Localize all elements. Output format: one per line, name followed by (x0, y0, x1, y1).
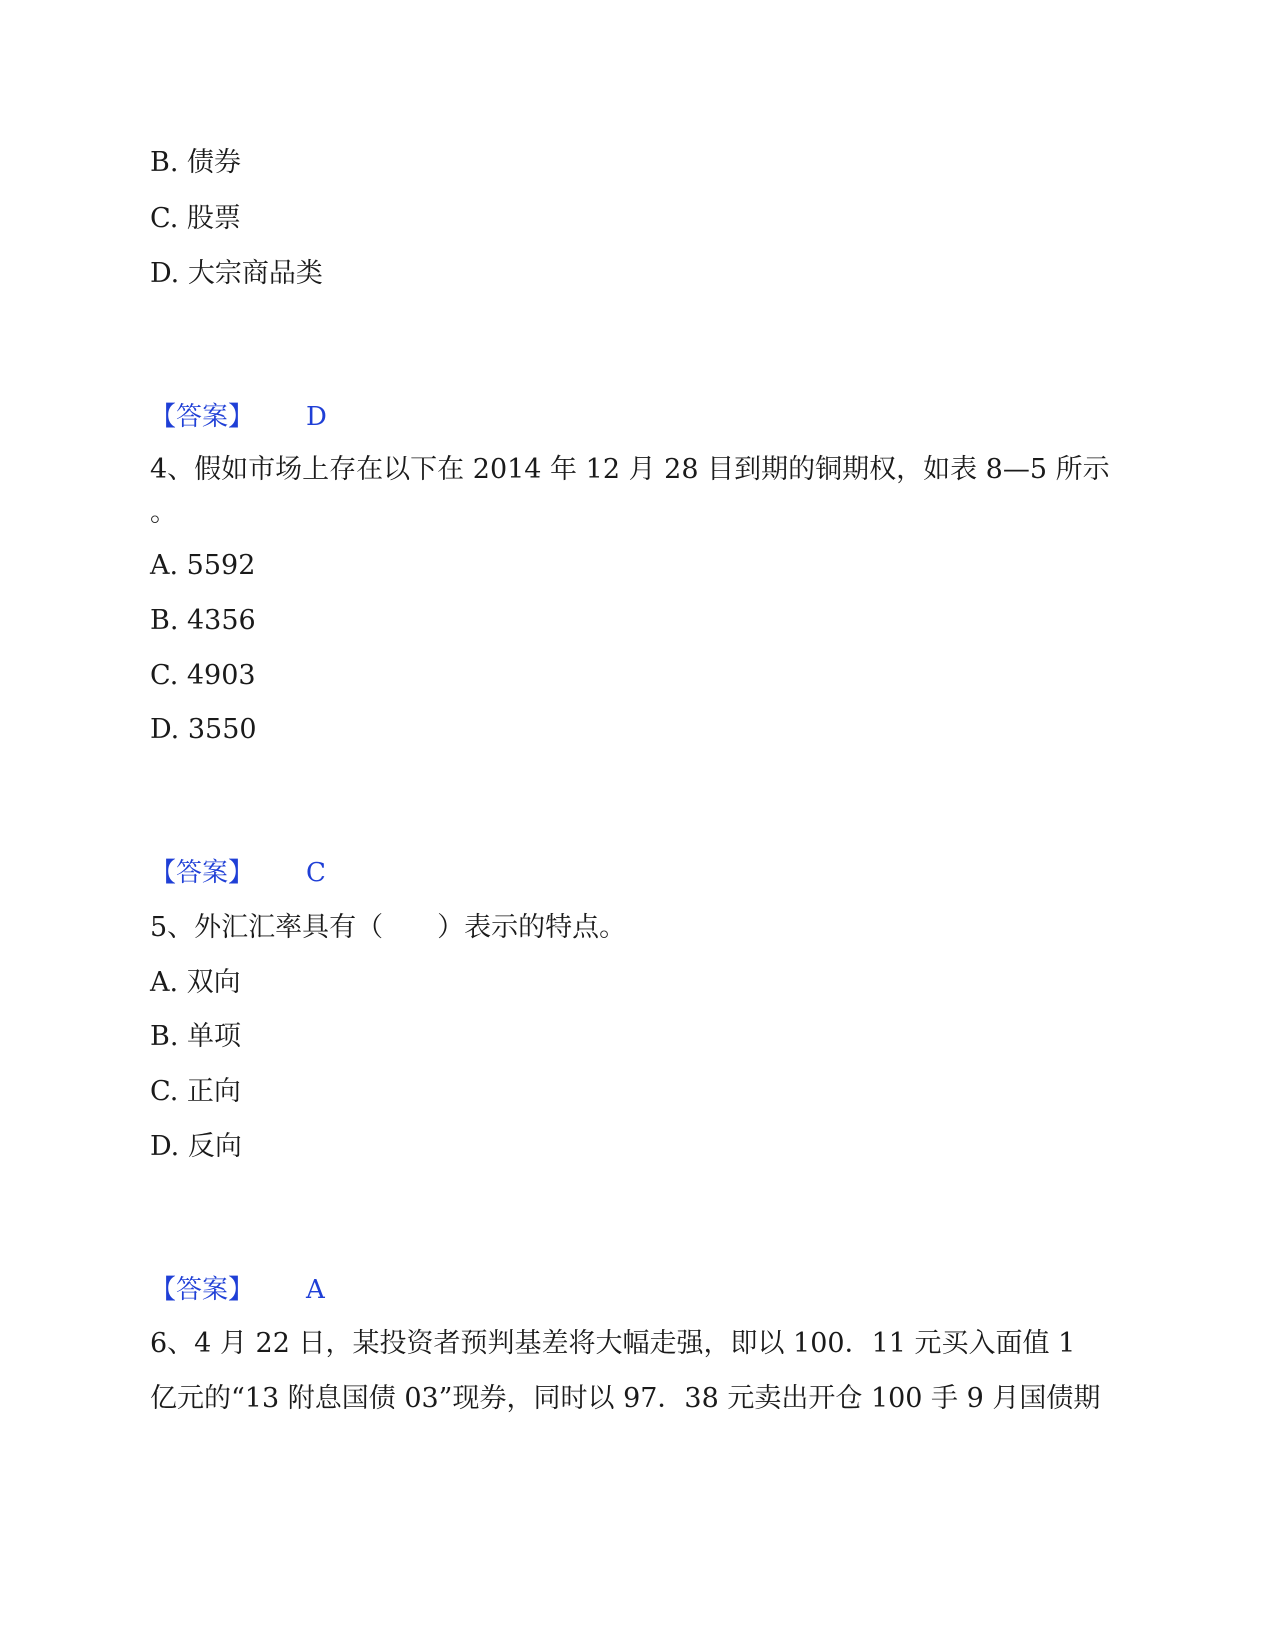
q3-answer-tag: 【答案】 (150, 402, 255, 432)
q4-answer-value: C (306, 858, 326, 888)
q5-option-b: B. 单项 (150, 1021, 242, 1052)
q4-answer-tag: 【答案】 (150, 858, 255, 888)
q3-option-c: C. 股票 (150, 203, 241, 234)
q4-answer-row (150, 856, 326, 890)
q3-option-d: D. 大宗商品类 (150, 258, 323, 289)
q5-option-c: C. 正向 (150, 1076, 241, 1107)
q3-answer-value: D (306, 402, 327, 432)
q3-option-b: B. 债券 (150, 147, 242, 178)
q4-stem-line2: 。 (150, 497, 177, 528)
q4-option-d: D. 3550 (150, 714, 257, 745)
q5-answer-tag: 【答案】 (150, 1275, 255, 1305)
q4-option-c: C. 4903 (150, 660, 256, 691)
q4-option-a: A. 5592 (150, 550, 256, 581)
q4-stem-line1: 4、假如市场上存在以下在 2014 年 12 月 28 目到期的铜期权，如表 8—5 所示 (150, 454, 1110, 485)
q5-answer-value: A (306, 1275, 325, 1305)
q5-stem: 5、外汇汇率具有（ ）表示的特点。 (150, 912, 627, 943)
q5-option-a: A. 双向 (150, 967, 241, 998)
q5-option-d: D. 反向 (150, 1131, 242, 1162)
q4-option-b: B. 4356 (150, 605, 256, 636)
q5-answer-row (150, 1273, 325, 1307)
q3-answer-row (150, 400, 327, 434)
q6-stem-line2: 亿元的“13 附息国债 03”现券，同时以 97．38 元卖出开仓 100 手 9 月国债期 (150, 1383, 1101, 1414)
q6-stem-line1: 6、4 月 22 日，某投资者预判基差将大幅走强，即以 100．11 元买入面值 1 (150, 1328, 1076, 1359)
